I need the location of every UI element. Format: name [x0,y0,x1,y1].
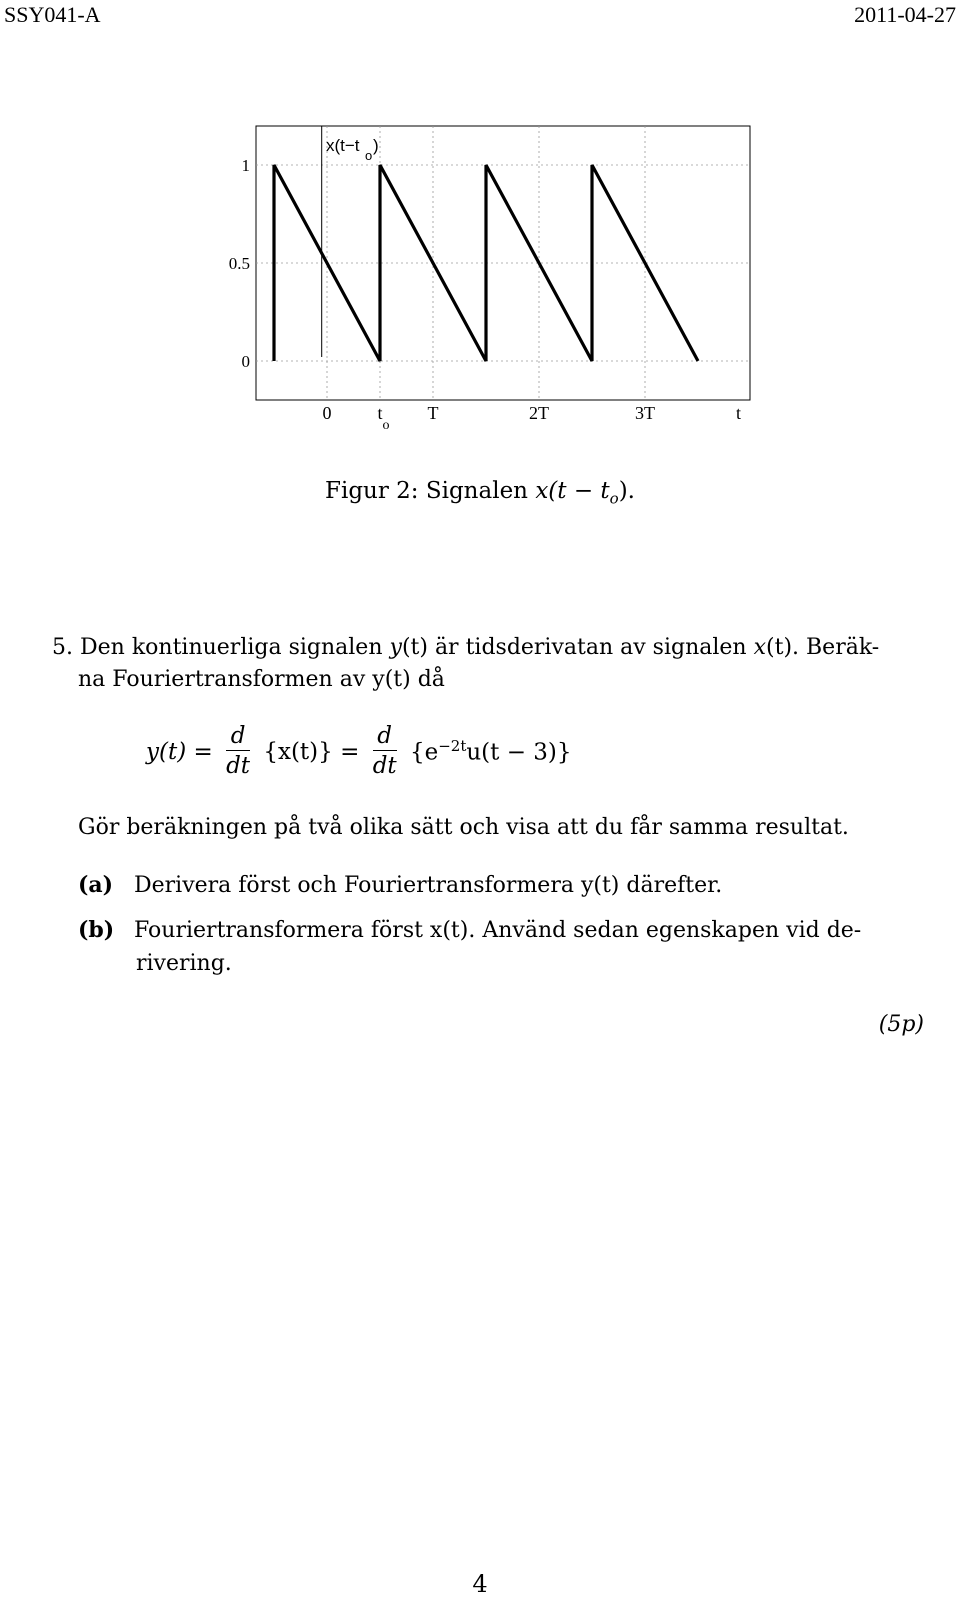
problem-number: 5. [52,635,73,660]
intro-x: x [753,635,767,660]
eq-frac-1 [226,722,250,781]
intro-y: y [389,635,402,660]
caption-x: x [535,478,549,504]
exam-date: 2011-04-27 [854,2,956,27]
x-tick-label-1: t [377,403,383,423]
signal-annotation-close: ) [373,136,379,155]
subtask-b [78,914,861,947]
intro-b: (t) är tidsderivatan av signalen [401,635,754,660]
equation [146,722,572,792]
problem-intro-line2: na Fouriertransformen av y(t) då [78,667,445,692]
eq-frac-2 [373,722,397,781]
caption-sub: o [609,489,619,508]
problem-intro [52,632,932,664]
intro-c: (t). Beräk- [766,635,880,660]
page-number: 4 [472,1570,488,1598]
points: (5p) [878,1012,924,1037]
signal-annotation-sub: o [365,148,373,163]
x-tick-label-0: 0 [322,403,332,423]
sawtooth-figure [200,118,760,448]
course-code: SSY041-A [4,2,101,27]
subtask-a-label: (a) [78,872,114,898]
x-tick-label-2: T [427,403,439,423]
eq-rhs-close: u(t − 3)} [466,739,572,766]
x-axis-label: t [736,403,742,423]
eq-exponent: −2t [438,737,467,756]
eq-lhs: y(t) = [146,738,213,765]
eq-frac-2-den: dt [372,753,397,779]
eq-frac-2-num: d [373,722,397,751]
subtask-b-text: Fouriertransformera först x(t). Använd sedan egenskapen vid de- [134,918,862,943]
x-tick-label-3: 2T [529,403,549,423]
y-tick-label-2: 0 [241,352,250,371]
x-tick-label-t-sub: o [382,418,390,433]
eq-rhs-open: {e [409,739,439,766]
caption-arg: (t − t [548,478,610,504]
y-tick-label-0: 1 [241,156,250,175]
signal-annotation: x(t−t [326,136,360,155]
subtask-b-continuation: rivering. [136,951,232,976]
plot-grid [256,126,750,400]
figure-caption [0,478,960,508]
eq-mid: {x(t)} = [263,738,360,765]
y-tick-label-1: 0.5 [228,254,250,273]
y-tick-labels [229,156,250,371]
x-tick-label-4: 3T [635,403,655,423]
instruction: Gör beräkningen på två olika sätt och visa att du får samma resultat. [78,815,849,840]
subtask-a-text: Derivera först och Fouriertransformera y(t) därefter. [134,873,723,898]
subtask-b-label: (b) [78,917,115,943]
x-tick-labels [323,403,656,433]
subtask-a [78,869,722,902]
intro-a: Den kontinuerliga signalen [80,635,390,660]
caption-end: ). [618,478,635,504]
eq-frac-1-num: d [226,722,250,751]
eq-frac-1-den: dt [226,753,251,779]
caption-prefix: Figur 2: Signalen [325,478,536,504]
eq-rhs [410,737,572,766]
